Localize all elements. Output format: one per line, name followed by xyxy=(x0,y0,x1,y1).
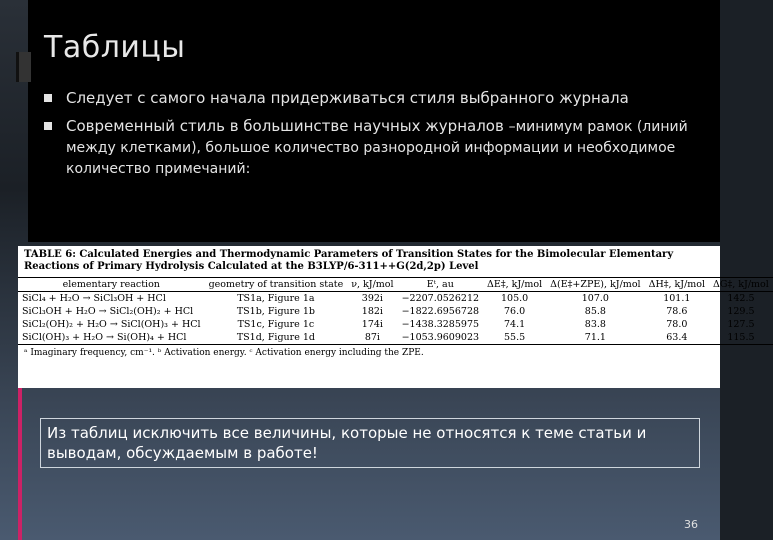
table-cell: SiCl₂(OH)₂ + H₂O → SiCl(OH)₃ + HCl xyxy=(22,319,201,330)
title-accent xyxy=(16,52,31,82)
left-accent-strip xyxy=(18,388,22,540)
table-cell: 55.5 xyxy=(504,332,526,343)
col-header: ΔE‡, kJ/mol xyxy=(487,279,543,290)
bullet-text: Современный стиль в большинстве научных журналов –минимум рамок (линий между клетками), большое количество разнородной информации и необходимое количество примечаний: xyxy=(66,117,688,177)
table-row xyxy=(18,305,773,318)
slide-title: Таблицы xyxy=(44,30,186,65)
table-caption: TABLE 6: Calculated Energies and Thermodynamic Parameters of Transition States for the Bimolecular Elementary Reactions of Primary Hydrolysis Calculated at the B3LYP/6-311++G(2d,2p) Level xyxy=(24,249,674,272)
bullet-item xyxy=(44,88,712,108)
table-cell: 78.6 xyxy=(666,306,688,317)
table-row xyxy=(18,318,773,331)
table-cell: 87i xyxy=(364,332,380,343)
square-bullet-icon xyxy=(44,94,52,102)
table-cell: −1053.9609023 xyxy=(401,332,480,343)
square-bullet-icon xyxy=(44,122,52,130)
col-header: ΔH‡, kJ/mol xyxy=(648,279,706,290)
table-image xyxy=(18,246,769,388)
table-cell: −1822.6956728 xyxy=(401,306,480,317)
table-cell: 105.0 xyxy=(500,293,529,304)
page-number: 36 xyxy=(684,518,698,531)
table-footnote: ᵃ Imaginary frequency, cm⁻¹. ᵇ Activation energy. ᶜ Activation energy including the ZPE. xyxy=(24,348,424,358)
table-cell: 78.0 xyxy=(666,319,688,330)
table-cell: 182i xyxy=(361,306,383,317)
note-box: Из таблиц исключить все величины, которые не относятся к теме статьи и выводам, обсуждаемым в работе! xyxy=(40,418,700,468)
table-cell: SiCl(OH)₃ + H₂O → Si(OH)₄ + HCl xyxy=(22,332,187,343)
table-row xyxy=(18,292,773,306)
table-header-row xyxy=(18,278,773,292)
col-header: elementary reaction xyxy=(62,279,160,290)
table-cell: 63.4 xyxy=(666,332,688,343)
table-cell: −2207.0526212 xyxy=(401,293,480,304)
col-header: geometry of transition state xyxy=(208,279,344,290)
table-cell: 101.1 xyxy=(663,293,691,304)
col-header: ΔG‡, kJ/mol xyxy=(713,279,769,290)
table-cell: 174i xyxy=(361,319,383,330)
table-cell: 76.0 xyxy=(504,306,526,317)
table-cell: SiCl₃OH + H₂O → SiCl₂(OH)₂ + HCl xyxy=(22,306,194,317)
bullet-list xyxy=(44,88,712,187)
col-header: Eᵗ, au xyxy=(426,279,454,290)
table-cell: 392i xyxy=(361,293,383,304)
table-cell: 74.1 xyxy=(504,319,526,330)
table-cell: 129.5 xyxy=(727,306,755,317)
table-cell: TS1a, Figure 1a xyxy=(237,293,315,304)
table-cell: 71.1 xyxy=(584,332,606,343)
table-cell: 107.0 xyxy=(581,293,609,304)
col-header: Δ(E‡+ZPE), kJ/mol xyxy=(550,279,641,290)
table-cell: TS1c, Figure 1c xyxy=(237,319,315,330)
table-cell: TS1d, Figure 1d xyxy=(236,332,315,343)
bullet-item xyxy=(44,116,712,179)
table-cell: 83.8 xyxy=(584,319,606,330)
bullet-suffix: –минимум рамок (линий между клетками), большое количество разнородной информации и необходимое количество примечаний: xyxy=(66,119,688,177)
table-cell: 85.8 xyxy=(584,306,606,317)
table-cell: 142.5 xyxy=(727,293,755,304)
table-cell: 127.5 xyxy=(727,319,755,330)
data-table xyxy=(18,277,773,345)
bullet-text: Следует с самого начала придерживаться стиля выбранного журнала xyxy=(66,89,629,107)
col-header: ν, kJ/mol xyxy=(351,279,394,290)
table-cell: −1438.3285975 xyxy=(401,319,480,330)
table-cell: 115.5 xyxy=(727,332,755,343)
table-cell: SiCl₄ + H₂O → SiCl₃OH + HCl xyxy=(22,293,166,304)
table-row xyxy=(18,331,773,345)
table-cell: TS1b, Figure 1b xyxy=(236,306,315,317)
